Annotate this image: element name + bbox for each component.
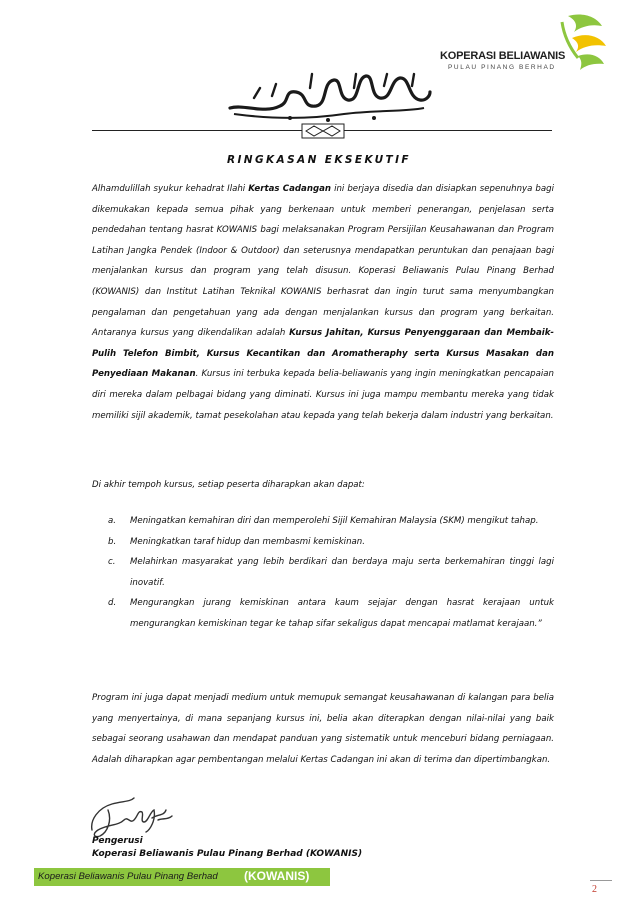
intro-paragraph [92,179,554,426]
list-marker: c. [108,557,116,568]
page-number-rule [590,880,612,881]
list-item [108,552,554,593]
signatory-organization: Koperasi Beliawanis Pulau Pinang Berhad (KOWANIS) [92,849,363,859]
list-item [108,511,554,532]
list-item-text: Meningatkan kemahiran diri dan memperolehi Sijil Kemahiran Malaysia (SKM) mengikut tahap. [130,516,539,526]
objectives-list [108,511,554,635]
footer-organization: Koperasi Beliawanis Pulau Pinang Berhad [38,871,218,882]
closing-paragraph: Program ini juga dapat menjadi medium untuk memupuk semangat keusahawanan di kalangan para belia yang menyertainya, di mana sepanjang kursus ini, belia akan diterapkan dengan nilai-nilai yang baik sebagai seorang usahawan dan mendapat panduan yang sistematik untuk menceburi bidang perniagaan. Adalah diharapkan agar pembentangan melalui Kertas Cadangan ini akan di terima dan dipertimbangkan. [92,693,554,765]
list-item-text: Mengurangkan jurang kemiskinan antara kaum sejajar dengan hasrat kerajaan untuk mengurangkan kemiskinan tegar ke tahap sifar sekaligus dapat mencapai matlamat kerajaan.” [130,598,554,629]
courses-list-bold: Kursus Jahitan, Kursus Penyenggaraan dan Membaik-Pulih Telefon Bimbit, Kursus Kecantikan dan Aromatheraphy serta Kursus Masakan dan Penyediaan Makanan [92,328,554,380]
list-marker: a. [108,516,116,526]
ornament-icon [300,122,346,140]
objectives-intro: Di akhir tempoh kursus, setiap peserta diharapkan akan dapat: [92,480,365,490]
page-title: RINGKASAN EKSEKUTIF [227,154,411,166]
list-item-text: Melahirkan masyarakat yang lebih berdikari dan berdaya maju serta berkemahiran tinggi lagi inovatif. [130,557,554,588]
logo-subtitle: PULAU PINANG BERHAD [448,64,556,71]
list-item [108,532,554,553]
list-marker: b. [108,536,117,547]
organization-logo [440,8,620,78]
logo-name: KOPERASI BELIAWANIS [440,50,566,62]
list-item [108,593,554,634]
calligraphy-image [224,68,434,124]
signatory-title: Pengerusi [92,836,143,846]
intro-bold-1: Kertas Cadangan [248,184,332,194]
page-number: 2 [592,884,597,895]
intro-text-3: . Kursus ini terbuka kepada belia-beliawanis yang ingin meningkatkan pencapaian diri mereka dalam pelbagai bidang yang diminati. Kursus ini juga mampu membantu mereka yang tidak memiliki sijil akademik, tamat pesekolahan atau kepada yang telah bekerja dalam industri yang berkaitan. [92,369,554,421]
list-marker: d. [108,598,117,609]
handwritten-signature [88,790,178,840]
footer-abbreviation: (KOWANIS) [244,869,310,883]
intro-text-2: ini berjaya disedia dan disiapkan sepenuhnya bagi dikemukakan kepada semua pihak yang berkenaan untuk memberi penerangan, penjelasan serta pendedahan tentang hasrat KOWANIS bagi melaksanakan Program Persijilan Keusahawanan dan Program Latihan Jangka Pendek (Indoor & Outdoor) dan seterusnya mendapatkan peruntukan dan penajaan bagi menjalankan kursus dan program yang telah disusun. Koperasi Beliawanis Pulau Pinang Berhad (KOWANIS) dan Institut Latihan Teknikal KOWANIS berhasrat dan ingin turut sama menyumbangkan pengalaman dan pengetahuan yang ada dengan menjalankan kursus dan program yang berkaitan. Antaranya kursus yang dikendalikan adalah [92,184,554,339]
leaf-logo-icon [548,8,612,72]
intro-text-1: Alhamdulillah syukur kehadrat Ilahi [92,184,249,194]
footer-banner [34,868,330,886]
list-item-text: Meningkatkan taraf hidup dan membasmi kemiskinan. [130,536,365,547]
